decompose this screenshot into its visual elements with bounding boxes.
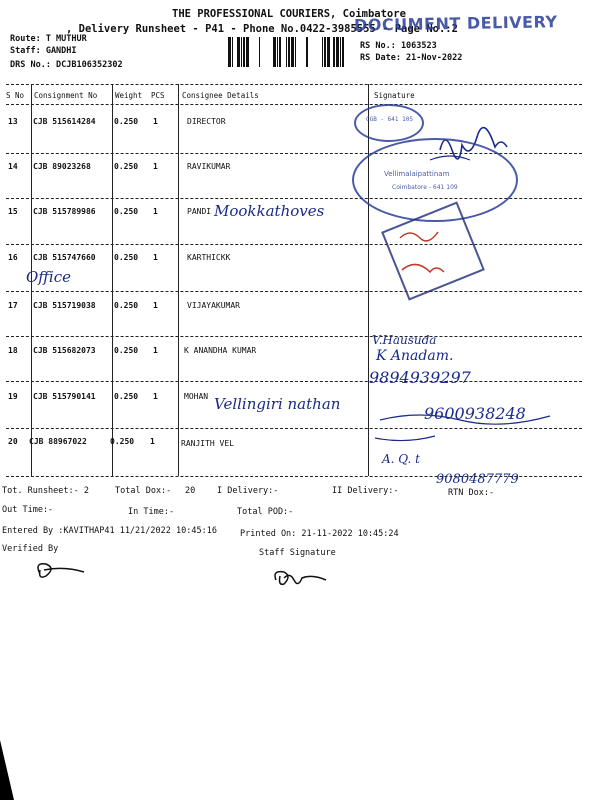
verifier-signature: [28, 556, 88, 586]
i-delivery: I Delivery:-: [217, 486, 279, 496]
barcode-bar: [288, 37, 290, 67]
column-divider: [112, 84, 113, 476]
company-name: THE PROFESSIONAL COURIERS, Coimbatore: [172, 8, 406, 20]
col-header-weight: Weight: [115, 91, 143, 100]
row-19-sno: 19: [8, 392, 18, 401]
barcode-bar: [327, 37, 330, 67]
barcode-bar: [277, 37, 278, 67]
col-header-signature: Signature: [374, 91, 415, 100]
row-16-pcs: 1: [153, 253, 158, 262]
row-19-consignee: MOHAN: [184, 392, 209, 401]
row-17-consignee: VIJAYAKUMAR: [187, 301, 240, 310]
handwritten-initials: A. Q. t: [382, 452, 420, 466]
col-header-consignment: Consignment No: [34, 91, 98, 100]
col-header-pcs: PCS: [151, 91, 165, 100]
row-20-consignee: RANJITH VEL: [181, 439, 234, 448]
table-header-rule: [6, 104, 582, 105]
total-dox-value: 20: [185, 486, 196, 496]
barcode-bar: [291, 37, 294, 67]
drs-number: DRS No.: DCJB106352302: [10, 60, 123, 70]
col-header-sno: S No: [6, 91, 25, 100]
row-17-consignment: CJB 515719038: [33, 301, 96, 310]
barcode-bar: [228, 37, 231, 67]
row-14-sno: 14: [8, 162, 18, 171]
runsheet-title: , Delivery Runsheet - P41 - Phone No.0422-3985555 - Page No.:2: [66, 23, 458, 35]
barcode-bar: [340, 37, 341, 67]
table-top-rule: [6, 84, 582, 85]
in-time: In Time:-: [128, 507, 175, 517]
row-20-weight: 0.250: [110, 437, 135, 446]
rs-date: RS Date: 21-Nov-2022: [360, 53, 463, 63]
row-18-consignment: CJB 515682073: [33, 346, 96, 355]
barcode-bar: [336, 37, 339, 67]
out-time: Out Time:-: [2, 505, 54, 515]
row-19-pcs: 1: [153, 392, 158, 401]
row-17-weight: 0.250: [114, 301, 139, 310]
row-15-consignee: PANDI: [187, 207, 212, 216]
barcode-bar: [295, 37, 296, 67]
row-15-sno: 15: [8, 207, 18, 216]
barcode-image: [228, 37, 356, 67]
row-15-pcs: 1: [153, 207, 158, 216]
row-17-sno: 17: [8, 301, 18, 310]
handwritten-name: K Anadam.: [376, 348, 454, 364]
row-16-consignee: KARTHICKK: [187, 253, 231, 262]
row-18-weight: 0.250: [114, 346, 139, 355]
row-13-sno: 13: [8, 117, 18, 126]
rtn-dox: RTN Dox:-: [448, 488, 495, 498]
row-17-pcs: 1: [153, 301, 158, 310]
row-14-weight: 0.250: [114, 162, 139, 171]
barcode-bar: [273, 37, 276, 67]
row-14-consignee: RAVIKUMAR: [187, 162, 231, 171]
row-19-consignment: CJB 515790141: [33, 392, 96, 401]
handwritten-phone: 9600938248: [424, 404, 526, 423]
scan-edge-shadow: [0, 740, 14, 800]
round-stamp-small: CGB - 641 105: [354, 104, 424, 142]
row-18-consignee: K ANANDHA KUMAR: [184, 346, 257, 355]
row-20-sno: 20: [8, 437, 18, 446]
barcode-bar: [243, 37, 245, 67]
row-16-sno: 16: [8, 253, 18, 262]
row-15-weight: 0.250: [114, 207, 139, 216]
barcode-bar: [259, 37, 260, 67]
row-16-consignment: CJB 515747660: [33, 253, 96, 262]
verified-by: Verified By: [2, 544, 59, 554]
row-18-pcs: 1: [153, 346, 158, 355]
row-16-weight: 0.250: [114, 253, 139, 262]
row-13-consignee: DIRECTOR: [187, 117, 226, 126]
col-header-consignee: Consignee Details: [182, 91, 259, 100]
row-13-pcs: 1: [153, 117, 158, 126]
barcode-bar: [232, 37, 233, 67]
rs-number: RS No.: 1063523: [360, 41, 437, 51]
barcode-bar: [306, 37, 308, 67]
handwritten-name: V.Hausuda: [372, 333, 437, 347]
total-runsheet: Tot. Runsheet:- 2: [2, 486, 89, 496]
printed-on: Printed On: 21-11-2022 10:45:24: [240, 529, 399, 539]
barcode-bar: [237, 37, 240, 67]
row-15-consignment: CJB 515789986: [33, 207, 96, 216]
barcode-bar: [333, 37, 335, 67]
ii-delivery: II Delivery:-: [332, 486, 399, 496]
barcode-bar: [279, 37, 281, 67]
barcode-bar: [246, 37, 249, 67]
staff-signature: [268, 566, 338, 592]
handwritten-phone: 9080487779: [436, 472, 519, 487]
entered-by: Entered By :KAVITHAP41 11/21/2022 10:45:16: [2, 526, 217, 536]
row-13-consignment: CJB 515614284: [33, 117, 96, 126]
barcode-bar: [241, 37, 242, 67]
row-20-pcs: 1: [150, 437, 155, 446]
row-19-weight: 0.250: [114, 392, 139, 401]
staff-signature-label: Staff Signature: [259, 548, 336, 558]
handwritten-phone: 9894939297: [369, 368, 471, 387]
column-divider: [178, 84, 179, 476]
barcode-bar: [324, 37, 326, 67]
document-delivery-stamp: DOCUMENT DELIVERY: [353, 12, 558, 35]
row-20-consignment: CJB 88967022: [29, 437, 87, 446]
round-post-office-stamp: Vellimalaipattinam Coimbatore - 641 109: [352, 138, 518, 222]
barcode-bar: [322, 37, 323, 67]
staff-label: Staff: GANDHI: [10, 46, 77, 56]
handwritten-note: Office: [26, 268, 71, 286]
total-pod: Total POD:-: [237, 507, 294, 517]
row-14-pcs: 1: [153, 162, 158, 171]
handwritten-address: Vellingiri nathan: [214, 395, 341, 413]
handwritten-address: Mookkathoves: [214, 202, 325, 220]
row-18-sno: 18: [8, 346, 18, 355]
barcode-bar: [286, 37, 287, 67]
column-divider: [368, 84, 369, 476]
row-13-weight: 0.250: [114, 117, 139, 126]
total-dox-label: Total Dox:-: [115, 486, 172, 496]
row-14-consignment: CJB 89023268: [33, 162, 91, 171]
route-label: Route: T MUTHUR: [10, 34, 87, 44]
barcode-bar: [342, 37, 344, 67]
table-bottom-rule: [6, 476, 582, 477]
